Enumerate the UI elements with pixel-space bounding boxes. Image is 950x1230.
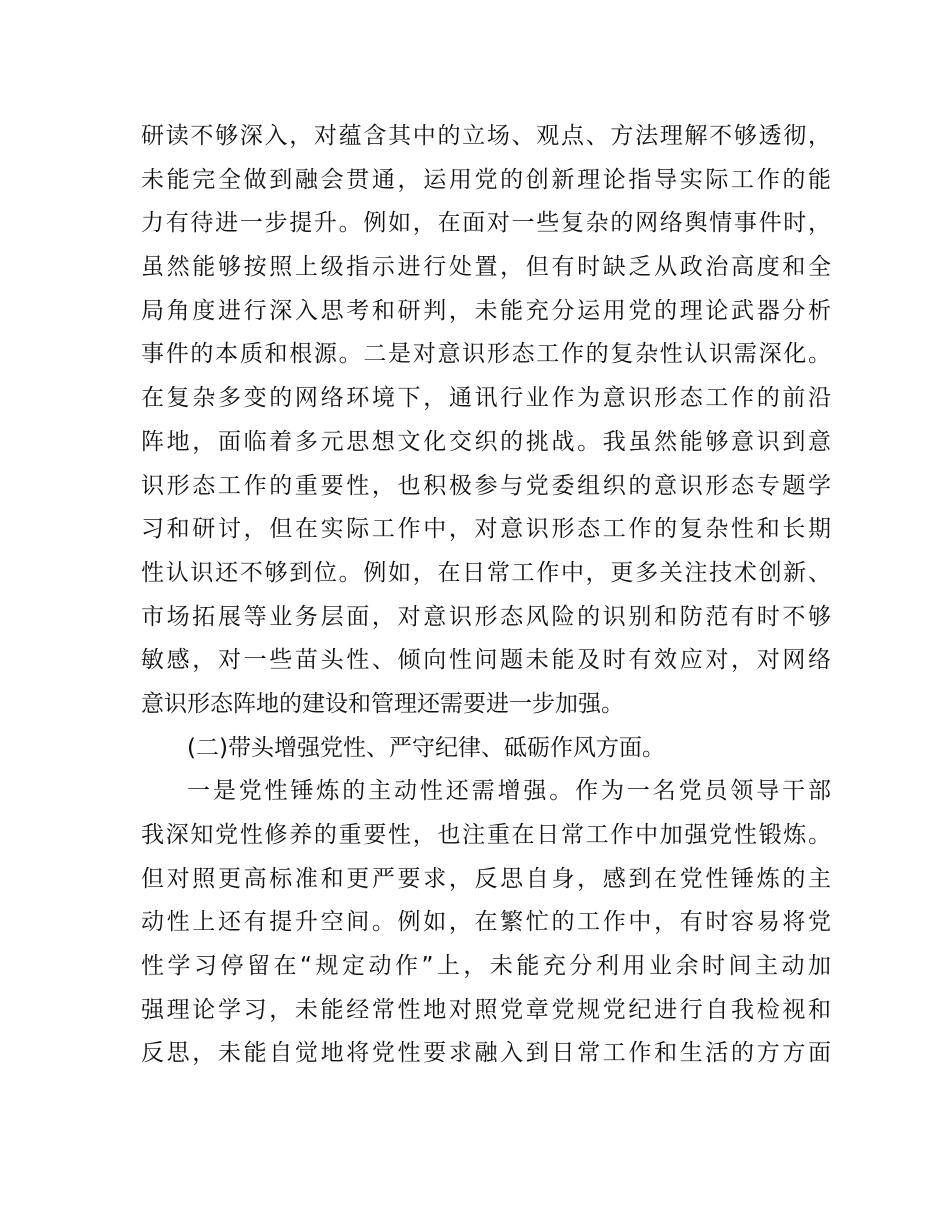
text-line: 事件的本质和根源。二是对意识形态工作的复杂性认识需深化。 [141, 341, 831, 368]
text-line: 局角度进行深入思考和研判，未能充分运用党的理论武器分析 [141, 297, 831, 324]
text-line: 研读不够深入，对蕴含其中的立场、观点、方法理解不够透彻， [141, 123, 831, 149]
section-heading: (二)带头增强党性、严守纪律、砥砺作风方面。 [187, 734, 665, 761]
text-line: 反思，未能自觉地将党性要求融入到日常工作和生活的方方面 [141, 1040, 831, 1067]
text-line: 强理论学习，未能经常性地对照党章党规党纪进行自我检视和 [141, 996, 831, 1023]
document-body [141, 115, 831, 1076]
text-line: 力有待进一步提升。例如，在面对一些复杂的网络舆情事件时， [141, 210, 831, 237]
text-line: 性学习停留在“规定动作”上，未能充分利用业余时间主动加 [141, 953, 831, 980]
text-line: 虽然能够按照上级指示进行处置，但有时缺乏从政治高度和全 [141, 254, 831, 281]
text-line: 动性上还有提升空间。例如，在繁忙的工作中，有时容易将党 [141, 909, 831, 936]
text-line: 习和研讨，但在实际工作中，对意识形态工作的复杂性和长期 [141, 516, 831, 543]
text-line: 性认识还不够到位。例如，在日常工作中，更多关注技术创新、 [141, 559, 831, 586]
text-line: 我深知党性修养的重要性，也注重在日常工作中加强党性锻炼。 [141, 822, 831, 848]
paragraph-last-line: 意识形态阵地的建设和管理还需要进一步加强。 [141, 690, 624, 717]
text-line: 在复杂多变的网络环境下，通讯行业作为意识形态工作的前沿 [141, 385, 831, 412]
paragraph-first-line: 一是党性锤炼的主动性还需增强。作为一名党员领导干部 [187, 778, 831, 805]
text-line: 阵地，面临着多元思想文化交织的挑战。我虽然能够意识到意 [141, 428, 831, 455]
text-line: 识形态工作的重要性，也积极参与党委组织的意识形态专题学 [141, 472, 831, 499]
text-line: 市场拓展等业务层面，对意识形态风险的识别和防范有时不够 [141, 603, 831, 630]
text-line: 未能完全做到融会贯通，运用党的创新理论指导实际工作的能 [141, 166, 831, 193]
text-line: 敏感，对一些苗头性、倾向性问题未能及时有效应对，对网络 [141, 647, 831, 674]
text-line: 但对照更高标准和更严要求，反思自身，感到在党性锤炼的主 [141, 865, 831, 892]
